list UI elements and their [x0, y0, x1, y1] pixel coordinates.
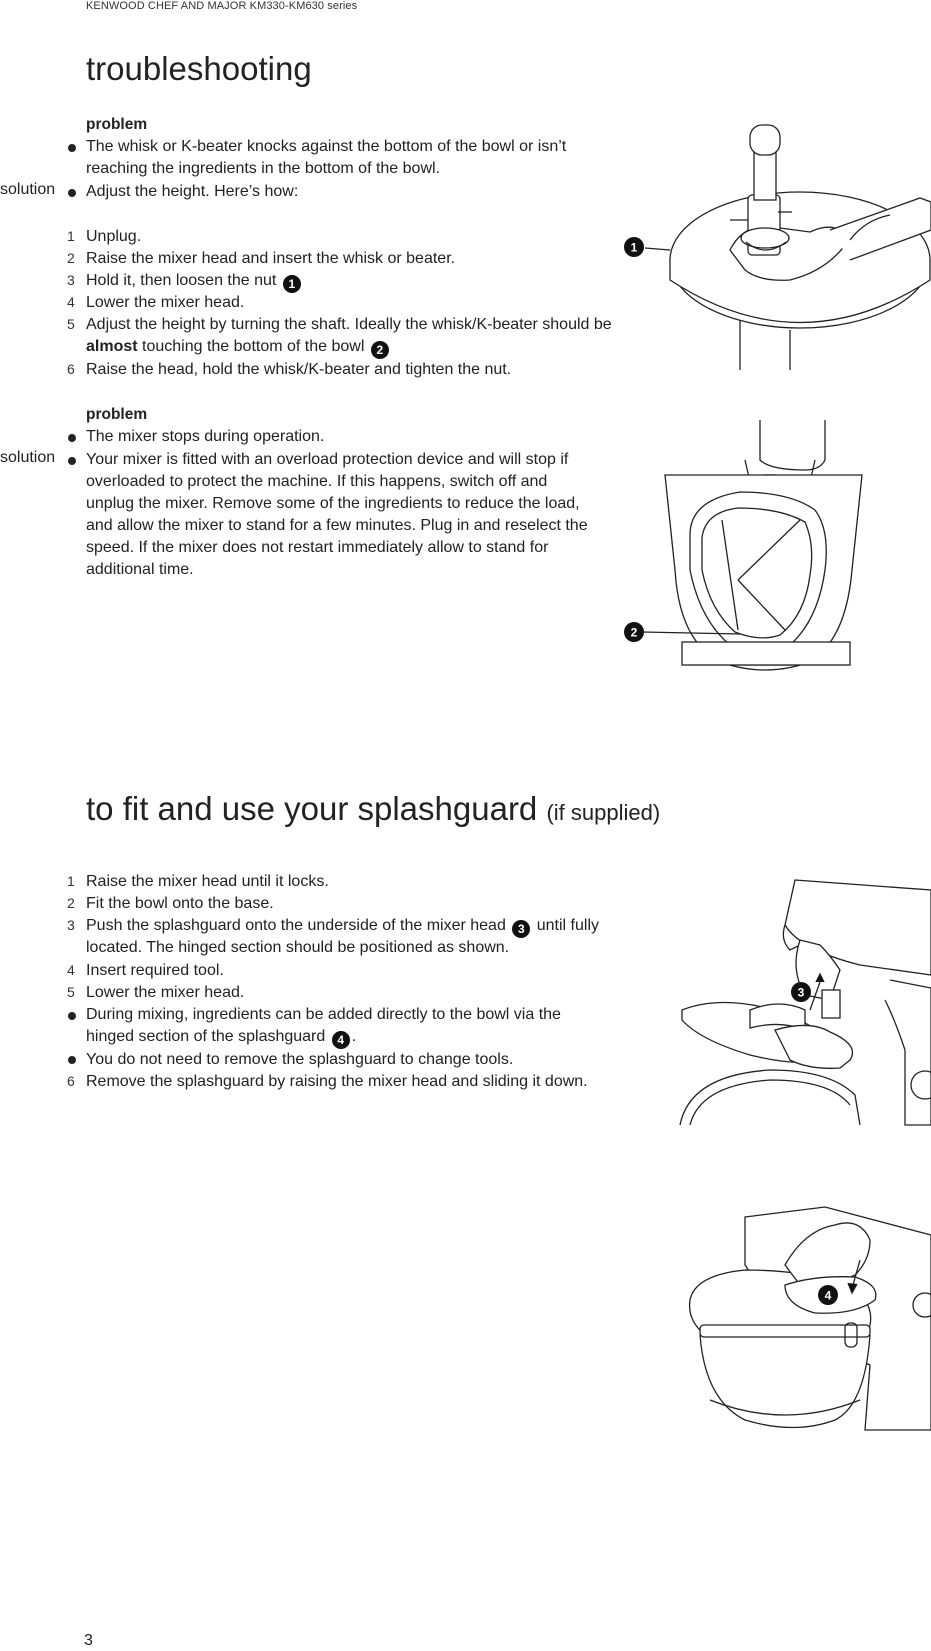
step-number: 6: [67, 1073, 75, 1089]
section-title-troubleshooting: troubleshooting: [86, 50, 312, 87]
step-number: 2: [67, 250, 75, 266]
figure-splashguard-fit: [680, 870, 931, 1125]
step-number: 4: [67, 962, 75, 978]
step-text: Raise the head, hold the whisk/K-beater and tighten the nut.: [86, 361, 512, 378]
step-text-content: Push the splashguard onto the underside of the mixer head: [86, 917, 506, 934]
bullet: [68, 1012, 76, 1020]
step-text: Unplug.: [86, 228, 142, 245]
bullet-text: You do not need to remove the splashguard to change tools.: [86, 1051, 514, 1068]
figure-splashguard-hinged: [685, 1205, 931, 1430]
problem-text: The whisk or K-beater knocks against the bottom of the bowl or isn’t: [86, 138, 567, 155]
problem-label: problem: [86, 406, 148, 423]
step-text: [86, 336, 391, 359]
step-number: 1: [67, 873, 75, 889]
callout-badge: 3: [512, 920, 530, 938]
step-text-content: touching the bottom of the bowl: [137, 338, 365, 355]
bullet-text: [86, 1026, 356, 1049]
figure-callout-4: 4: [824, 1288, 832, 1303]
solution-text: overloaded to protect the machine. If this happens, switch off and: [86, 473, 548, 490]
step-text: [86, 915, 599, 938]
figure-callout-3: 3: [797, 985, 805, 1000]
step-number: 3: [67, 272, 75, 288]
bullet: [68, 434, 76, 442]
solution-text: additional time.: [86, 561, 194, 578]
step-text: Fit the bowl onto the base.: [86, 895, 274, 912]
bullet: [68, 189, 76, 197]
step-number: 4: [67, 294, 75, 310]
figure-spanner-nut: [630, 120, 931, 370]
callout-badge: 4: [332, 1031, 350, 1049]
solution-text: Adjust the height. Here’s how:: [86, 183, 299, 200]
solution-label: solution: [0, 449, 56, 466]
section-title-splashguard: [86, 790, 660, 828]
step-text: Insert required tool.: [86, 962, 224, 979]
step-number: 2: [67, 895, 75, 911]
solution-text: Your mixer is fitted with an overload protection device and will stop if: [86, 451, 569, 468]
problem-text: The mixer stops during operation.: [86, 428, 325, 445]
step-number: 3: [67, 917, 75, 933]
step-number: 5: [67, 984, 75, 1000]
bullet-text: During mixing, ingredients can be added directly to the bowl via the: [86, 1006, 561, 1023]
emphasis: almost: [86, 338, 138, 355]
step-number: 6: [67, 361, 75, 377]
callout-badge: 1: [283, 275, 301, 293]
step-text-tail: until fully: [532, 917, 599, 934]
bullet-text-content: hinged section of the splashguard: [86, 1028, 326, 1045]
figure-callout-1: 1: [630, 240, 638, 255]
solution-label: solution: [0, 181, 56, 198]
bullet: [68, 1056, 76, 1064]
title-suffix: (if supplied): [546, 800, 661, 825]
figure-k-beater-bowl: [620, 420, 910, 705]
step-text: [86, 270, 303, 293]
step-number: 5: [67, 316, 75, 332]
bullet: [68, 457, 76, 465]
problem-text: reaching the ingredients in the bottom of the bowl.: [86, 160, 440, 177]
step-text: Remove the splashguard by raising the mixer head and sliding it down.: [86, 1073, 588, 1090]
step-text: located. The hinged section should be positioned as shown.: [86, 939, 510, 956]
figure-callout-2: 2: [630, 625, 638, 640]
step-text: Adjust the height by turning the shaft. Ideally the whisk/K-beater should be: [86, 316, 612, 333]
step-text: Raise the mixer head until it locks.: [86, 873, 329, 890]
step-text: Lower the mixer head.: [86, 294, 245, 311]
solution-text: unplug the mixer. Remove some of the ingredients to reduce the load,: [86, 495, 580, 512]
title-main: to fit and use your splashguard: [86, 790, 538, 827]
page-number: 3: [84, 1632, 93, 1649]
callout-badge: 2: [371, 341, 389, 359]
step-text: Lower the mixer head.: [86, 984, 245, 1001]
running-header: KENWOOD CHEF AND MAJOR KM330-KM630 series: [86, 0, 358, 12]
bullet: [68, 144, 76, 152]
step-number: 1: [67, 228, 75, 244]
step-text: Raise the mixer head and insert the whisk or beater.: [86, 250, 456, 267]
problem-label: problem: [86, 116, 148, 133]
solution-text: and allow the mixer to stand for a few minutes. Plug in and reselect the: [86, 517, 588, 534]
step-text-content: Hold it, then loosen the nut: [86, 272, 277, 289]
bullet-text-tail: .: [351, 1028, 357, 1045]
solution-text: speed. If the mixer does not restart immediately allow to stand for: [86, 539, 549, 556]
